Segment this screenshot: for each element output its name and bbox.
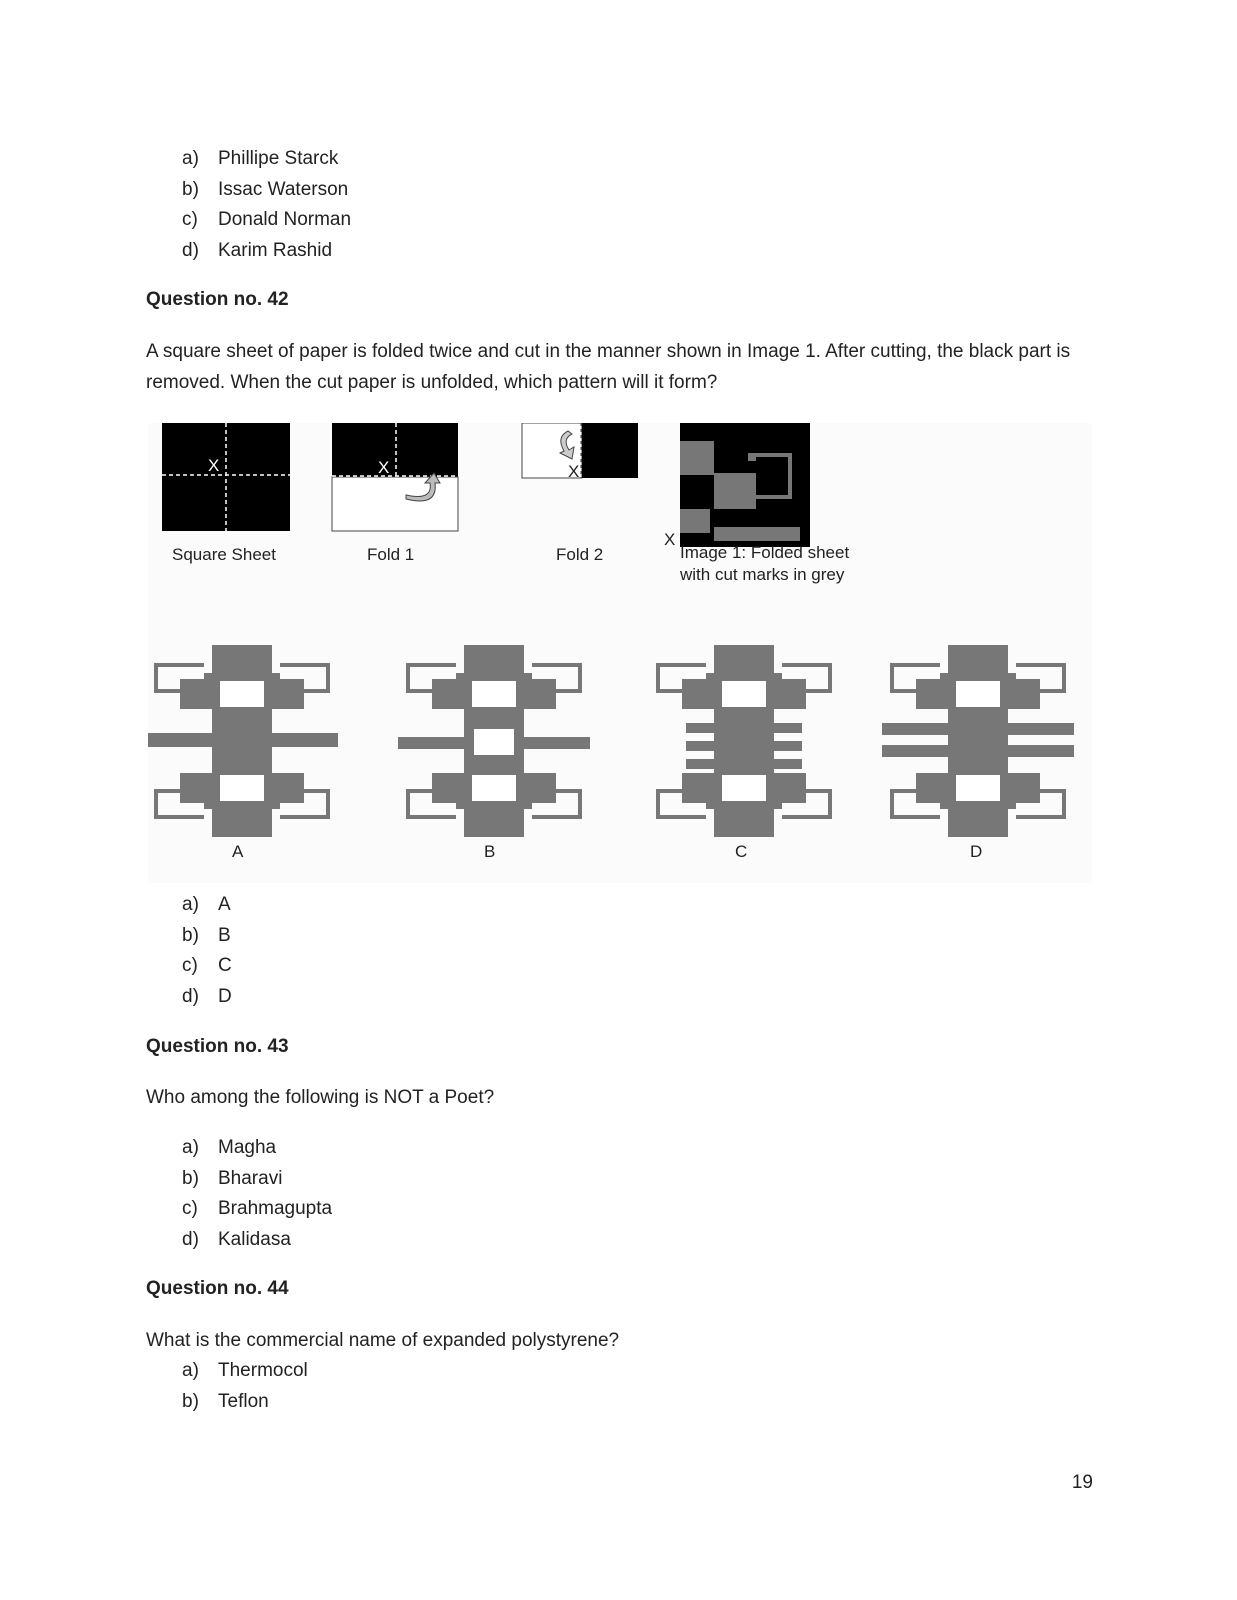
q43-question-text: Who among the following is NOT a Poet? [146, 1087, 495, 1108]
q42-figure [148, 423, 1092, 883]
caption-square-sheet: Square Sheet [172, 545, 276, 564]
caption-image1-line2: with cut marks in grey [680, 565, 845, 584]
pattern-label-c: C [735, 842, 748, 861]
q43-heading: Question no. 43 [146, 1036, 289, 1057]
q44-question-text: What is the commercial name of expanded polystyrene? [146, 1330, 620, 1351]
q42-option-b: b) B [182, 925, 231, 946]
paper-folding-diagram [148, 423, 1092, 883]
q43-option-d: d) Kalidasa [182, 1229, 291, 1250]
caption-fold1: Fold 1 [367, 545, 415, 564]
caption-fold2: Fold 2 [556, 545, 604, 564]
q44-option-b: b) Teflon [182, 1391, 269, 1412]
q41-option-a: a) Phillipe Starck [182, 148, 339, 169]
pattern-label-b: B [484, 842, 496, 861]
q41-option-c: c) Donald Norman [182, 209, 352, 230]
q43-option-c: c) Brahmagupta [182, 1198, 333, 1219]
q42-option-c: c) C [182, 955, 232, 976]
q43-option-a: a) Magha [182, 1137, 277, 1158]
pattern-label-a: A [232, 842, 244, 861]
square-sheet-illustration [162, 423, 290, 531]
pattern-c [658, 645, 830, 837]
q41-option-d: d) Karim Rashid [182, 240, 333, 261]
page-number: 19 [1071, 1472, 1093, 1493]
image1-folded-sheet [664, 423, 810, 549]
caption-image1-line1: Image 1: Folded sheet [680, 543, 850, 562]
fold2-illustration [522, 423, 638, 481]
q42-question-text: A square sheet of paper is folded twice and cut in the manner shown in Image 1. After cutting, the black part is removed. When the cut paper is unfolded, which pattern will it form? [146, 341, 1071, 393]
pattern-d [882, 645, 1074, 837]
x-mark: X [664, 530, 676, 549]
x-mark: X [208, 456, 220, 475]
x-mark: X [568, 462, 580, 481]
pattern-b [398, 645, 590, 837]
q41-option-b: b) Issac Waterson [182, 179, 349, 200]
q44-heading: Question no. 44 [146, 1278, 289, 1299]
q42-heading: Question no. 42 [146, 289, 289, 310]
q42-option-d: d) D [182, 986, 232, 1007]
x-mark: X [378, 458, 390, 477]
q43-option-b: b) Bharavi [182, 1168, 283, 1189]
q44-option-a: a) Thermocol [182, 1360, 308, 1381]
q42-option-a: a) A [182, 894, 231, 915]
pattern-a [148, 645, 338, 837]
pattern-label-d: D [970, 842, 983, 861]
fold1-illustration [332, 423, 458, 531]
